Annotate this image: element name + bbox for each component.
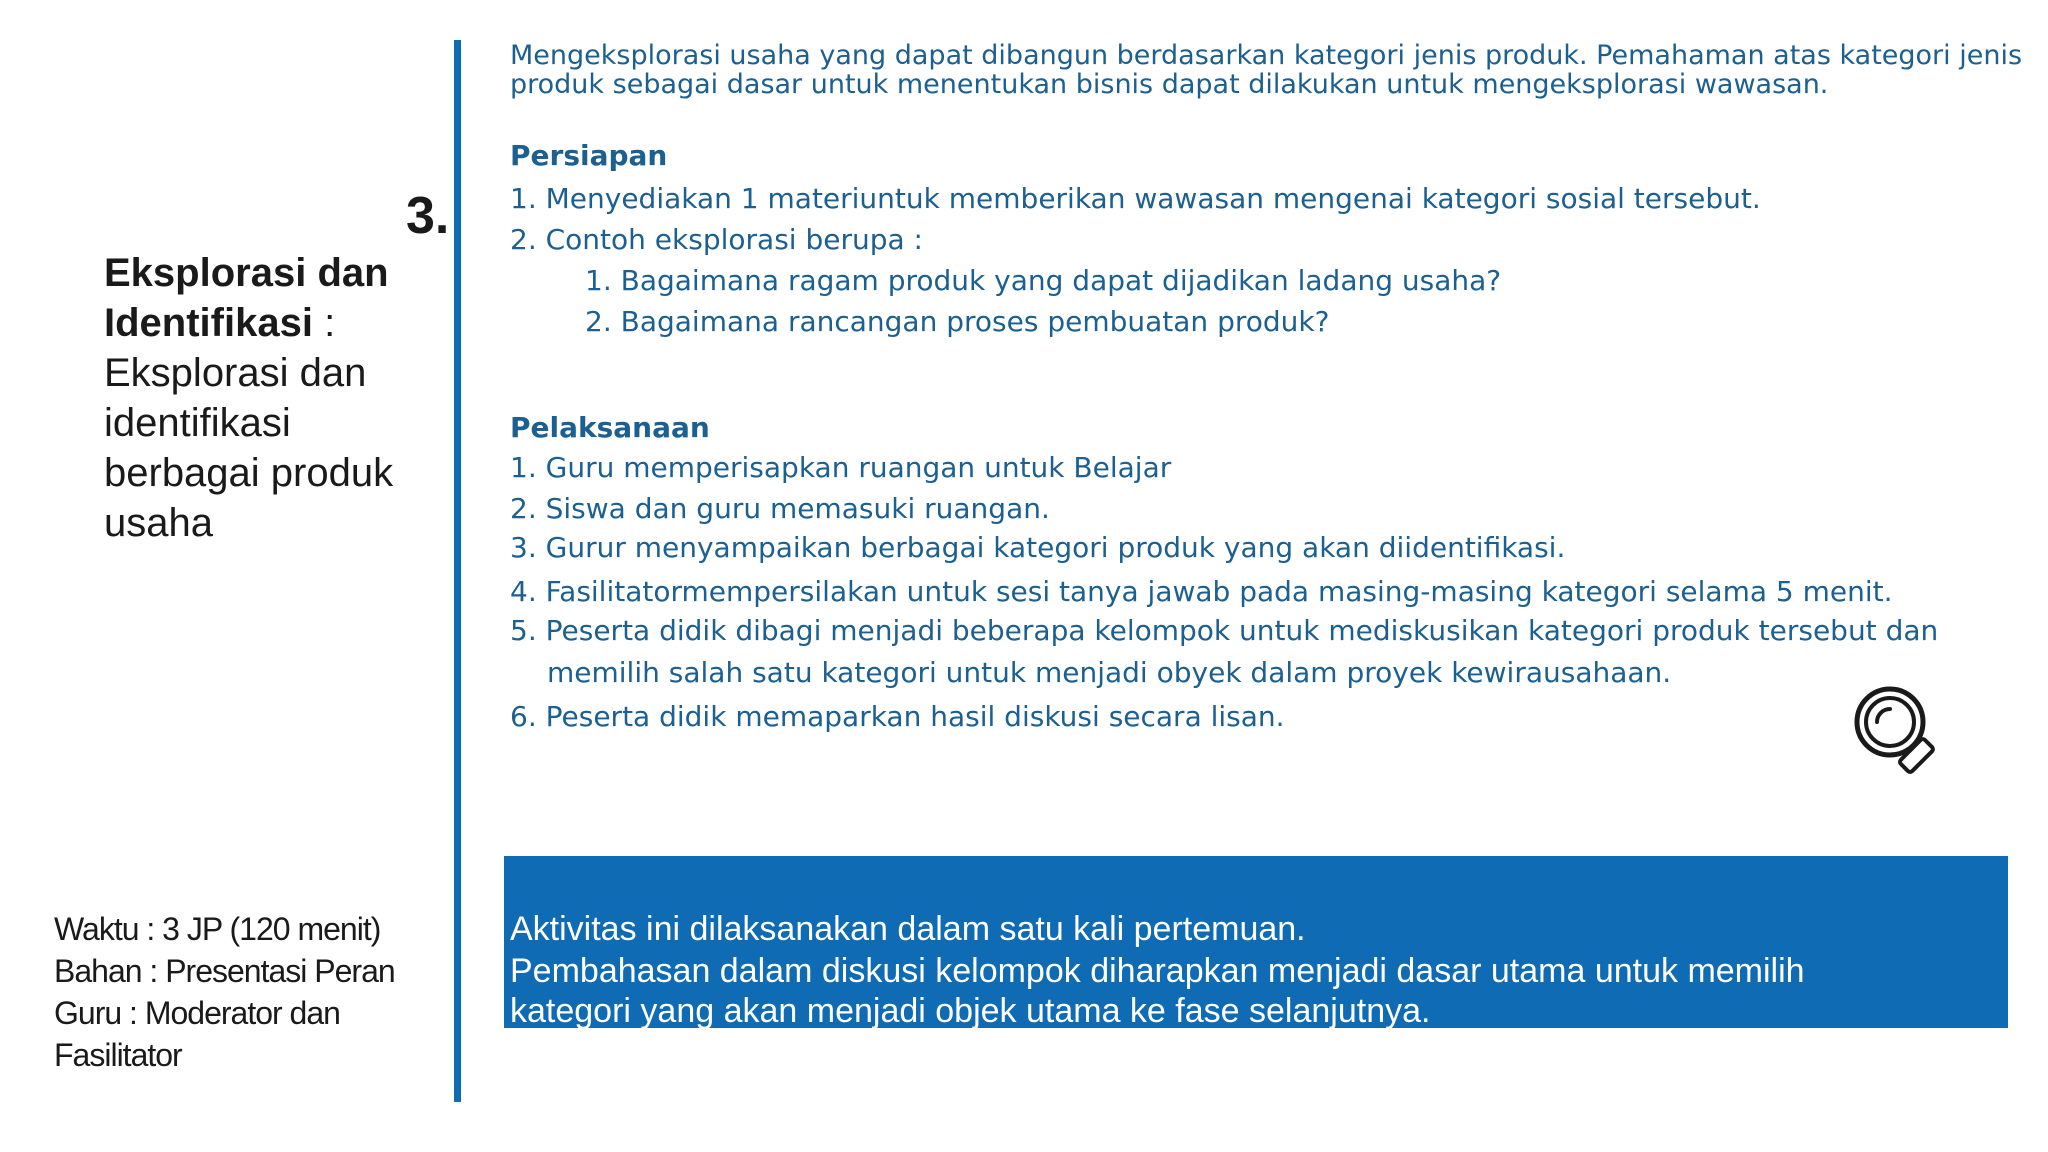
pelaksanaan-item [510, 699, 1285, 735]
persiapan-item [510, 222, 923, 258]
activity-title [104, 248, 444, 548]
pelaksanaan-item [510, 574, 1893, 610]
list-number: 2. [510, 223, 537, 256]
list-number: 4. [510, 575, 537, 608]
activity-title-bold: Eksplorasi dan Identifikasi [104, 251, 389, 345]
step-number: 3. [406, 187, 450, 245]
intro-line: Mengeksplorasi usaha yang dapat dibangun berdasarkan kategori jenis produk. Pemahaman atas kategori jenis [510, 40, 2023, 71]
list-text: Siswa dan guru memasuki ruangan. [545, 492, 1050, 525]
intro-line: produk sebagai dasar untuk menentukan bisnis dapat dilakukan untuk mengeksplorasi wawasan. [510, 69, 1829, 100]
activity-title-description: Eksplorasi dan identifikasi berbagai produk usaha [104, 351, 394, 545]
pelaksanaan-item [510, 613, 1938, 649]
list-number: 1. [585, 264, 612, 297]
magnifying-glass-icon [1850, 682, 1946, 778]
pelaksanaan-heading: Pelaksanaan [510, 411, 710, 444]
list-number: 1. [510, 182, 537, 215]
intro-paragraph [510, 41, 2040, 99]
pelaksanaan-item [510, 491, 1050, 527]
meta-teacher-role-cont: Fasilitator [54, 1037, 182, 1073]
list-text: Bagaimana ragam produk yang dapat dijadikan ladang usaha? [620, 264, 1502, 297]
list-text: memilih salah satu kategori untuk menjadi obyek dalam proyek kewirausahaan. [547, 656, 1672, 689]
activity-title-separator: : [312, 301, 336, 345]
list-text: Contoh eksplorasi berupa : [545, 223, 923, 256]
pelaksanaan-item-continuation [547, 655, 1671, 691]
persiapan-heading: Persiapan [510, 139, 668, 172]
callout-line: Aktivitas ini dilaksanakan dalam satu kali pertemuan. [510, 910, 1306, 948]
persiapan-subitem [585, 263, 1501, 299]
list-number: 5. [510, 614, 537, 647]
pelaksanaan-item [510, 530, 1565, 566]
list-number: 6. [510, 700, 537, 733]
persiapan-item [510, 181, 1761, 217]
meta-time: Waktu : 3 JP (120 menit) [54, 911, 381, 947]
list-text: Peserta didik dibagi menjadi beberapa kelompok untuk mediskusikan kategori produk tersebut dan [545, 614, 1939, 647]
list-number: 3. [510, 531, 537, 564]
list-text: Fasilitatormempersilakan untuk sesi tanya jawab pada masing-masing kategori selama 5 menit. [545, 575, 1893, 608]
vertical-divider [454, 40, 461, 1102]
list-number: 2. [510, 492, 537, 525]
meta-material: Bahan : Presentasi Peran [54, 953, 395, 989]
persiapan-subitem [585, 304, 1329, 340]
meta-teacher-role: Guru : Moderator dan [54, 995, 340, 1031]
list-number: 2. [585, 305, 612, 338]
summary-callout [504, 856, 2008, 1028]
list-text: Gurur menyampaikan berbagai kategori produk yang akan diidentifikasi. [545, 531, 1566, 564]
list-number: 1. [510, 451, 537, 484]
pelaksanaan-item [510, 450, 1171, 486]
list-text: Bagaimana rancangan proses pembuatan produk? [620, 305, 1330, 338]
callout-line: Pembahasan dalam diskusi kelompok diharapkan menjadi dasar utama untuk memilih [510, 952, 1805, 990]
list-text: Peserta didik memaparkan hasil diskusi secara lisan. [545, 700, 1285, 733]
list-text: Menyediakan 1 materiuntuk memberikan wawasan mengenai kategori sosial tersebut. [545, 182, 1761, 215]
list-text: Guru memperisapkan ruangan untuk Belajar [545, 451, 1172, 484]
meta-info [54, 908, 434, 1076]
callout-line: kategori yang akan menjadi objek utama ke fase selanjutnya. [510, 992, 1431, 1030]
